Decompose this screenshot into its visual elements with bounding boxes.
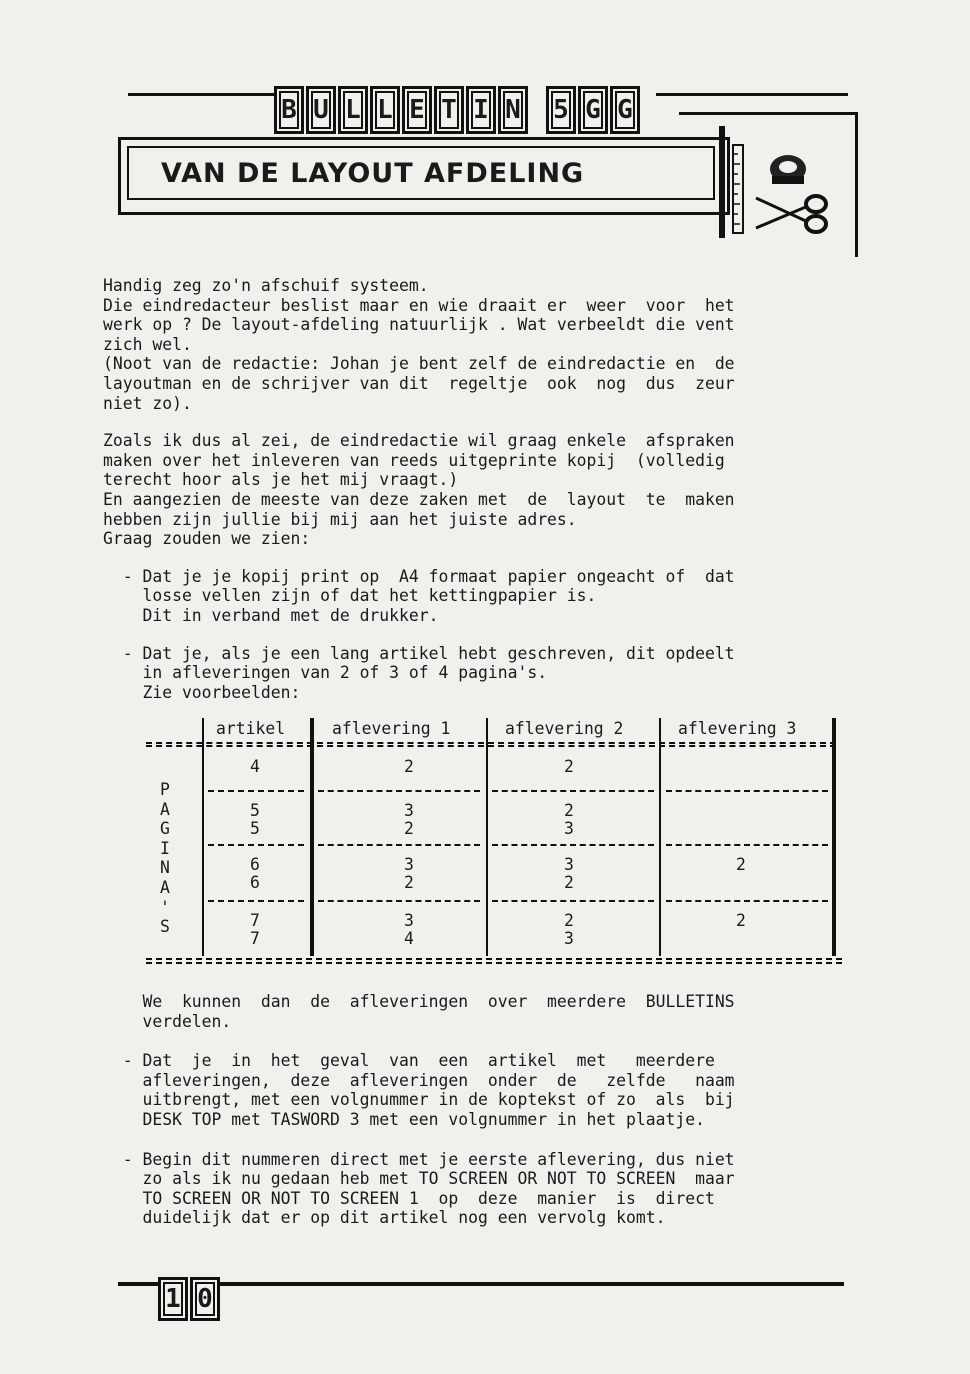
text-line: Graag zouden we zien: [103, 529, 311, 549]
bulletin-masthead [274, 86, 640, 134]
text-line: verdelen. [103, 1011, 232, 1031]
text-line: terecht hoor als je het mij vraagt.) [103, 470, 459, 490]
table-row-separator [666, 790, 828, 792]
text-line: TO SCREEN OR NOT TO SCREEN 1 op deze manier is direct [103, 1188, 715, 1208]
text-line: hebben zijn jullie bij mij aan het juiste adres. [103, 509, 577, 529]
table-header-separator [146, 742, 836, 744]
pagina-letter: ' [160, 897, 170, 917]
pagina-letter: P [160, 780, 170, 799]
text-line: layoutman en de schrijver van dit regeltje ook nog dus zeur [103, 373, 735, 393]
table-bottom-separator [146, 962, 842, 964]
masthead-letter: N [498, 86, 528, 134]
text-line: (Noot van de redactie: Johan je bent zelf de eindredactie en de [103, 354, 735, 374]
table-cell: 3 [404, 855, 414, 874]
page-number [158, 1277, 220, 1321]
table-cell: 2 [564, 757, 574, 776]
table-cell: 2 [564, 873, 574, 892]
text-line: - Dat je in het geval van een artikel met meerdere [103, 1051, 715, 1071]
section-title: VAN DE LAYOUT AFDELING [127, 146, 715, 200]
table-cell: 2 [564, 911, 574, 930]
table-cell: 3 [564, 819, 574, 838]
pagina-letter: G [160, 819, 170, 839]
footer-rule-left [118, 1282, 158, 1286]
text-line: - Dat je, als je een lang artikel hebt geschreven, dit opdeelt [103, 643, 735, 663]
table-row-separator [492, 790, 654, 792]
table-cell: 3 [564, 855, 574, 874]
masthead-letter: G [610, 86, 640, 134]
table-row-separator [492, 900, 654, 902]
table-cell: 7 [250, 911, 260, 930]
text-line: We kunnen dan de afleveringen over meerdere BULLETINS [103, 992, 735, 1011]
table-cell: 6 [250, 873, 260, 892]
paragraph [103, 276, 735, 413]
text-line: in afleveringen van 2 of 3 of 4 pagina's. [103, 663, 548, 683]
pagina-letter: A [160, 799, 170, 819]
table-cell: 2 [404, 757, 414, 776]
text-line: DESK TOP met TASWORD 3 met een volgnummer in het plaatje. [103, 1109, 705, 1129]
table-cell: 3 [404, 801, 414, 820]
text-line: zo als ik nu gedaan heb met TO SCREEN OR NOT TO SCREEN maar [103, 1169, 735, 1189]
table-cell: 4 [250, 757, 260, 776]
text-line: Die eindredacteur beslist maar en wie draait er weer voor het [103, 295, 735, 315]
scissors-icon [752, 192, 830, 234]
paragraph [103, 567, 735, 626]
pagina-letter: S [160, 917, 170, 937]
text-line: - Begin dit nummeren direct met je eerste aflevering, dus niet [103, 1149, 735, 1169]
table-cell: 5 [250, 801, 260, 820]
table-cell: 3 [564, 929, 574, 948]
paragraph [103, 1150, 735, 1228]
ruler-icon [732, 144, 746, 234]
text-line: En aangezien de meeste van deze zaken met de layout te maken [103, 489, 735, 509]
table-cell: 2 [404, 819, 414, 838]
table-divider [486, 718, 488, 956]
masthead-letter: L [338, 86, 368, 134]
paragraph [103, 1051, 735, 1129]
table-divider [202, 718, 204, 956]
text-line: Dit in verband met de drukker. [103, 605, 439, 625]
table-row-separator [208, 844, 304, 846]
page-number-digit: 1 [158, 1277, 188, 1321]
table-row-separator [318, 900, 480, 902]
example-table [146, 718, 842, 964]
masthead-letter: G [578, 86, 608, 134]
text-line: Zoals ik dus al zei, de eindredactie wil graag enkele afspraken [103, 431, 735, 451]
col-header-artikel: artikel [216, 719, 286, 738]
table-cell: 3 [404, 911, 414, 930]
text-line: afleveringen, deze afleveringen onder de zelfde naam [103, 1070, 735, 1090]
footer-rule-right [220, 1282, 844, 1286]
closing-text [103, 992, 735, 1248]
paragraph [103, 431, 735, 549]
masthead-letter: B [274, 86, 304, 134]
page-number-digit: 0 [190, 1277, 220, 1321]
text-line: duidelijk dat er op dit artikel nog een vervolg komt. [103, 1208, 666, 1228]
header-rule-right [656, 93, 848, 96]
table-header-separator [146, 745, 836, 747]
table-cell: 6 [250, 855, 260, 874]
masthead-letter: U [306, 86, 336, 134]
pagina-letter: I [160, 838, 170, 858]
col-header-aflevering-3: aflevering 3 [678, 719, 797, 738]
text-line: uitbrengt, met een volgnummer in de koptekst of zo als bij [103, 1090, 735, 1110]
text-line: niet zo). [103, 393, 192, 413]
table-row-separator [318, 790, 480, 792]
table-divider [832, 718, 836, 956]
table-cell: 4 [404, 929, 414, 948]
header-rule-left [128, 93, 274, 96]
table-row-separator [208, 790, 304, 792]
text-line: werk op ? De layout-afdeling natuurlijk . Wat verbeeldt die vent [103, 315, 735, 335]
table-divider [659, 718, 661, 956]
table-cell: 2 [736, 855, 746, 874]
text-line: - Dat je je kopij print op A4 formaat papier ongeacht of dat [103, 566, 735, 586]
pagina-letter: N [160, 858, 170, 878]
table-cell: 2 [564, 801, 574, 820]
text-line: losse vellen zijn of dat het kettingpapier is. [103, 586, 597, 606]
masthead-letter: I [466, 86, 496, 134]
masthead-letter: L [370, 86, 400, 134]
pagina-letter: A [160, 877, 170, 897]
text-line: Zie voorbeelden: [103, 682, 301, 702]
table-cell: 7 [250, 929, 260, 948]
masthead-letter: E [402, 86, 432, 134]
table-row-separator [208, 900, 304, 902]
text-line: zich wel. [103, 334, 192, 354]
masthead-letter: T [434, 86, 464, 134]
table-row-separator [666, 900, 828, 902]
text-line: Handig zeg zo'n afschuif systeem. [103, 276, 429, 295]
text-line: maken over het inleveren van reeds uitgeprinte kopij (volledig [103, 450, 725, 470]
col-header-aflevering-1: aflevering 1 [332, 719, 451, 738]
table-cell: 2 [736, 911, 746, 930]
table-cell: 2 [404, 873, 414, 892]
col-header-aflevering-2: aflevering 2 [505, 719, 624, 738]
table-divider [310, 718, 314, 956]
table-row-separator [492, 844, 654, 846]
tape-dispenser-icon [768, 152, 808, 186]
table-cell: 5 [250, 819, 260, 838]
masthead-letter: 5 [546, 86, 576, 134]
table-row-separator [666, 844, 828, 846]
paragraph [103, 644, 735, 703]
table-row-separator [318, 844, 480, 846]
table-bottom-separator [146, 958, 842, 960]
paragraph [103, 992, 735, 1031]
intro-text [103, 276, 735, 720]
